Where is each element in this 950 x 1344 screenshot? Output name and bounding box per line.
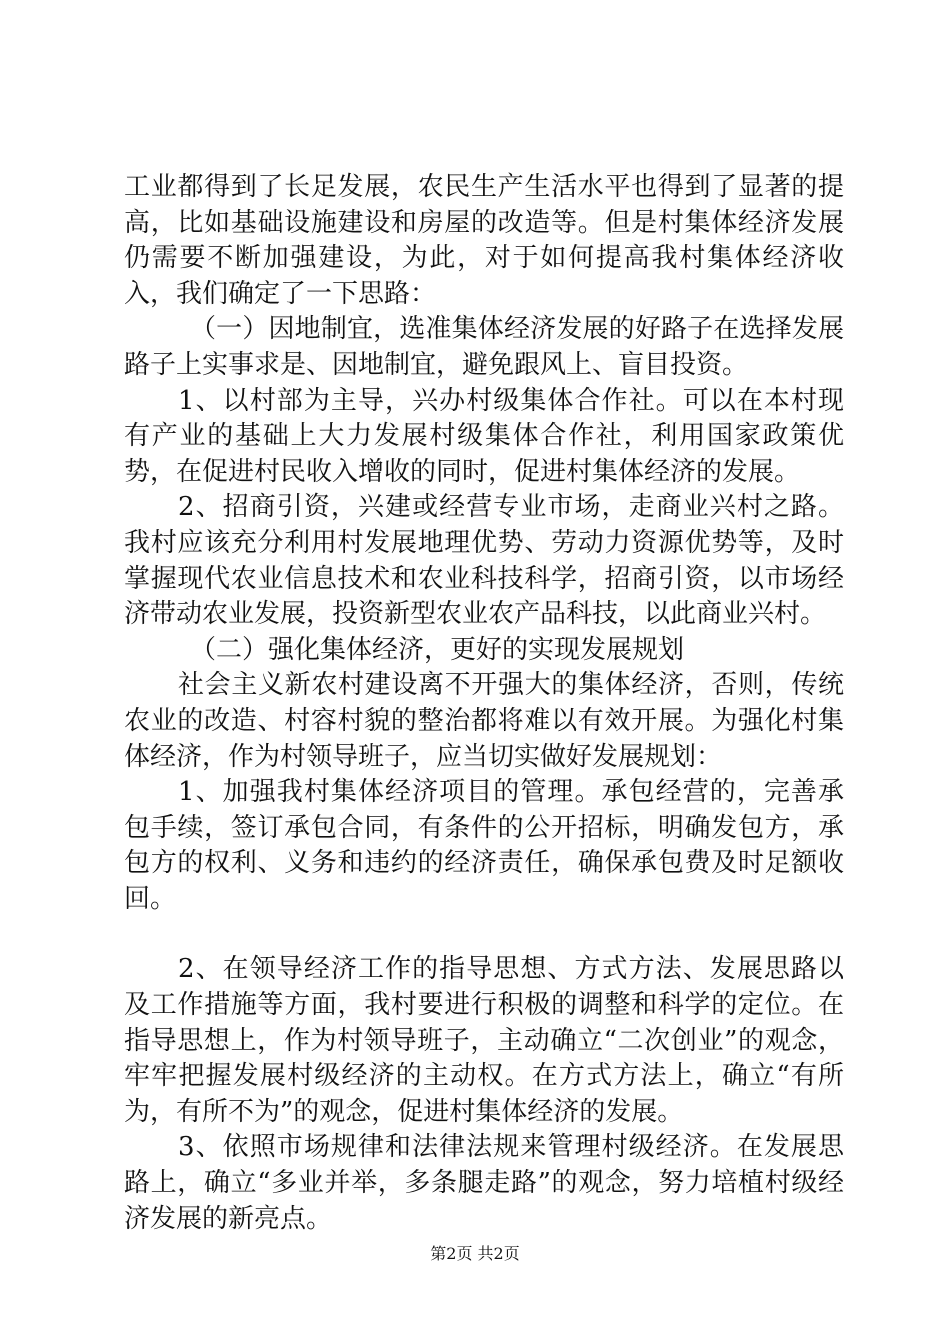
paragraph-item-2-guidance: 2、在领导经济工作的指导思想、方式方法、发展思路以及工作措施等方面，我村要进行积极的调整和科学的定位。在指导思想上，作为村领导班子，主动确立“二次创业”的观念，牢牢把握发展村级经济的主动权。在方式方法上，确立“有所为，有所不为”的观念，促进村集体经济的发展。 <box>124 954 844 1127</box>
paragraph-section-two-intro: 社会主义新农村建设离不开强大的集体经济，否则，传统农业的改造、村容村貌的整治都将难以有效开展。为强化村集体经济，作为村领导班子，应当切实做好发展规划： <box>124 670 844 772</box>
paragraph-section-two-heading: （二）强化集体经济，更好的实现发展规划 <box>190 634 685 665</box>
paragraph-section-one-heading: （一）因地制宜，选准集体经济发展的好路子在选择发展路子上实事求是、因地制宜，避免跟风上、盲目投资。 <box>124 314 844 380</box>
paragraph-item-1-management: 1、加强我村集体经济项目的管理。承包经营的，完善承包手续，签订承包合同，有条件的公开招标，明确发包方，承包方的权利、义务和违约的经济责任，确保承包费及时足额收回。 <box>124 777 844 914</box>
paragraph-item-3-market: 3、依照市场规律和法律法规来管理村级经济。在发展思路上，确立“多业并举，多条腿走路”的观念，努力培植村级经济发展的新亮点。 <box>124 1132 844 1234</box>
document-body <box>124 170 844 1237</box>
paragraph-item-2: 2、招商引资，兴建或经营专业市场，走商业兴村之路。我村应该充分利用村发展地理优势、劳动力资源优势等，及时掌握现代农业信息技术和农业科技科学，招商引资，以市场经济带动农业发展，投资新型农业农产品科技，以此商业兴村。 <box>124 492 844 630</box>
page-number-footer: 第2页 共2页 <box>430 1244 520 1263</box>
paragraph-intro: 工业都得到了长足发展，农民生产生活水平也得到了显著的提高，比如基础设施建设和房屋的改造等。但是村集体经济发展仍需要不断加强建设，为此，对于如何提高我村集体经济收入，我们确定了一下思路： <box>124 172 844 309</box>
paragraph-item-1: 1、以村部为主导，兴办村级集体合作社。可以在本村现有产业的基础上大力发展村级集体合作社，利用国家政策优势，在促进村民收入增收的同时，促进村集体经济的发展。 <box>124 385 844 487</box>
